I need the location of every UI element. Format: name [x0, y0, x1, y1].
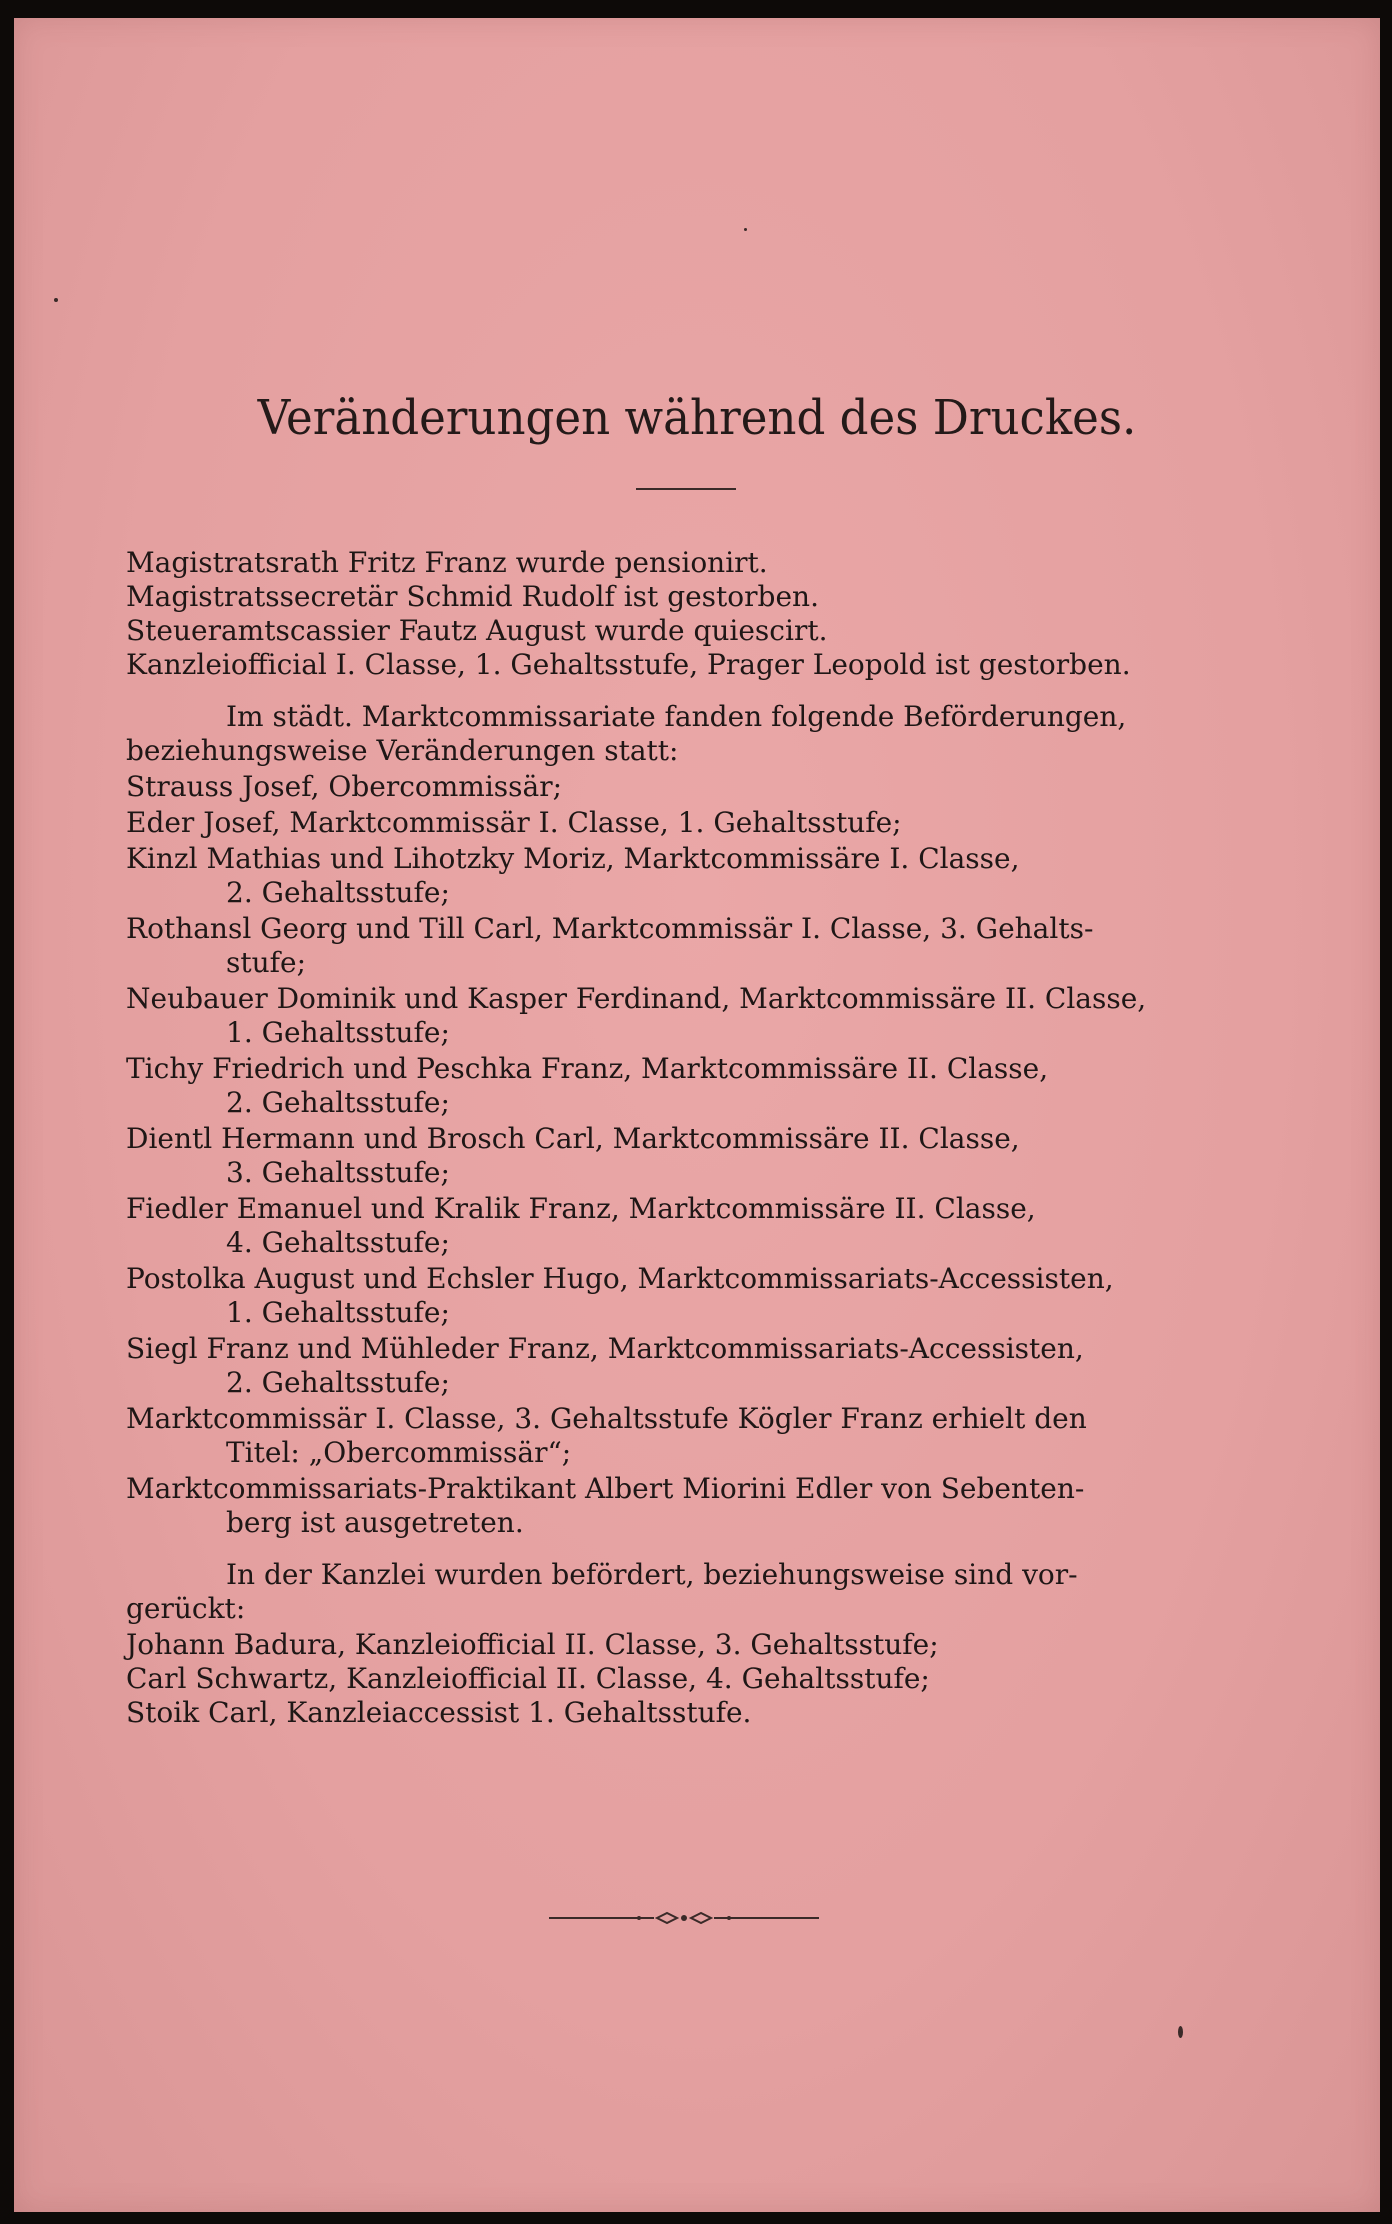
list-item: Marktcommissär I. Classe, 3. Gehaltsstufe Kögler Franz erhielt den	[126, 1402, 1087, 1435]
list-item-cont: 4. Gehaltsstufe;	[226, 1226, 450, 1259]
list-item: Siegl Franz und Mühleder Franz, Marktcommissariats-Accessisten,	[126, 1332, 1084, 1365]
list-item-cont: Titel: „Obercommissär“;	[226, 1436, 572, 1469]
list-item: Dientl Hermann und Brosch Carl, Marktcommissäre II. Classe,	[126, 1122, 1020, 1155]
list-item-cont: 2. Gehaltsstufe;	[226, 1366, 450, 1399]
paragraph-line: In der Kanzlei wurden befördert, beziehungsweise sind vor-	[226, 1558, 1078, 1591]
page-title: Veränderungen während des Druckes.	[257, 390, 1137, 446]
page	[14, 18, 1380, 2212]
text-line: Steueramtscassier Fautz August wurde quiescirt.	[126, 614, 828, 647]
paragraph-line: beziehungsweise Veränderungen statt:	[126, 734, 679, 767]
list-item: Johann Badura, Kanzleiofficial II. Classe, 3. Gehaltsstufe;	[126, 1628, 939, 1661]
paragraph-line: gerückt:	[126, 1592, 246, 1625]
list-item: Marktcommissariats-Praktikant Albert Miorini Edler von Sebenten-	[126, 1472, 1085, 1505]
list-item: Eder Josef, Marktcommissär I. Classe, 1. Gehaltsstufe;	[126, 806, 902, 839]
list-item: Kinzl Mathias und Lihotzky Moriz, Marktcommissäre I. Classe,	[126, 842, 1020, 875]
body-text	[126, 546, 1266, 1730]
list-item: Carl Schwartz, Kanzleiofficial II. Classe, 4. Gehaltsstufe;	[126, 1662, 930, 1695]
paper-speck	[1178, 2026, 1183, 2038]
list-item-cont: stufe;	[226, 946, 307, 979]
list-item-cont: 2. Gehaltsstufe;	[226, 876, 450, 909]
paper-speck	[744, 228, 747, 231]
list-item: Tichy Friedrich und Peschka Franz, Marktcommissäre II. Classe,	[126, 1052, 1049, 1085]
list-item: Postolka August und Echsler Hugo, Marktcommissariats-Accessisten,	[126, 1262, 1114, 1295]
title-rule	[636, 488, 736, 490]
list-item-cont: 1. Gehaltsstufe;	[226, 1016, 450, 1049]
list-item: Neubauer Dominik und Kasper Ferdinand, Marktcommissäre II. Classe,	[126, 982, 1147, 1015]
ornament-divider	[549, 1908, 819, 1928]
list-item-cont: 2. Gehaltsstufe;	[226, 1086, 450, 1119]
list-item-cont: 1. Gehaltsstufe;	[226, 1296, 450, 1329]
paragraph-line: Im städt. Marktcommissariate fanden folgende Beförderungen,	[226, 700, 1127, 733]
list-item-cont: 3. Gehaltsstufe;	[226, 1156, 450, 1189]
list-item: Fiedler Emanuel und Kralik Franz, Marktcommissäre II. Classe,	[126, 1192, 1036, 1225]
list-item-cont: berg ist ausgetreten.	[226, 1506, 524, 1539]
text-line: Magistratssecretär Schmid Rudolf ist gestorben.	[126, 580, 819, 613]
text-line: Kanzleiofficial I. Classe, 1. Gehaltsstufe, Prager Leopold ist gestorben.	[126, 648, 1131, 681]
list-item: Stoik Carl, Kanzleiaccessist 1. Gehaltsstufe.	[126, 1696, 752, 1729]
list-item: Strauss Josef, Obercommissär;	[126, 770, 563, 803]
text-line: Magistratsrath Fritz Franz wurde pensionirt.	[126, 546, 768, 579]
paper-speck	[54, 298, 58, 302]
list-item: Rothansl Georg und Till Carl, Marktcommissär I. Classe, 3. Gehalts-	[126, 912, 1094, 945]
